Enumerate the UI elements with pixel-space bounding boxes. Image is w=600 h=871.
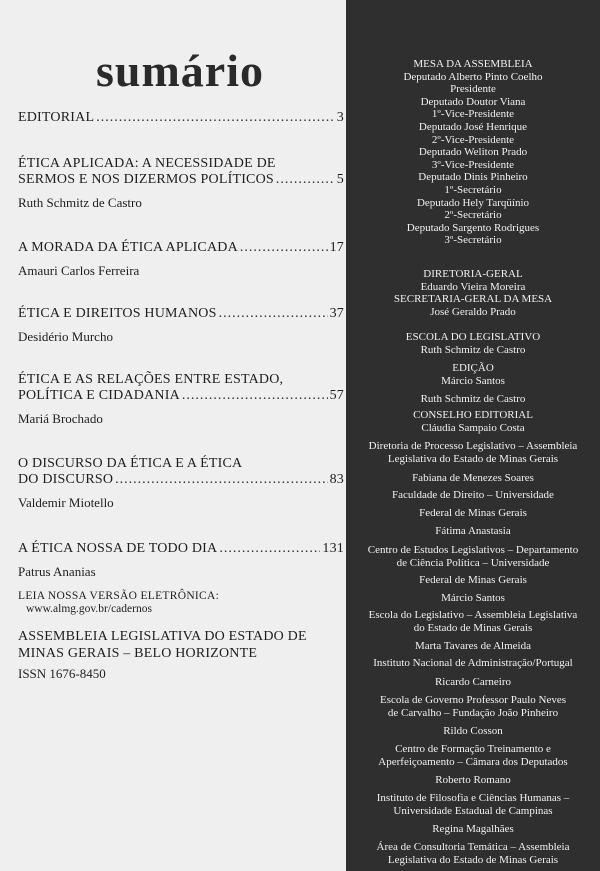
- credit-line: 3º-Vice-Presidente: [431, 158, 515, 171]
- toc-line: [18, 240, 344, 256]
- credit-line: Deputado Hely Tarqüínio: [416, 196, 530, 209]
- credit-line: Aperfeiçoamento – Câmara dos Deputados: [378, 755, 568, 768]
- credit-line: Márcio Santos: [441, 374, 505, 387]
- toc-entry-morada[interactable]: [18, 240, 344, 279]
- credit-heading: ESCOLA DO LEGISLATIVO: [405, 331, 541, 343]
- credit-line: do Estado de Minas Gerais: [413, 621, 533, 634]
- credit-line: Área de Consultoria Temática – Assembleia: [376, 841, 570, 853]
- leader-dots: [219, 306, 328, 322]
- toc-entry-todo-dia[interactable]: [18, 541, 344, 580]
- toc-title: A MORADA DA ÉTICA APLICADA: [18, 240, 238, 255]
- toc-author: Desidério Murcho: [18, 329, 113, 344]
- credit-line: Faculdade de Direito – Universidade: [392, 489, 554, 501]
- leader-dots: [276, 172, 335, 188]
- toc-title: DO DISCURSO: [18, 472, 114, 487]
- issn: ISSN 1676-8450: [18, 666, 106, 681]
- credit-line: Instituto de Filosofia e Ciências Humanas –: [376, 792, 570, 804]
- credit-line: Escola de Governo Professor Paulo Neves: [379, 694, 567, 706]
- toc-title: SERMOS E NOS DIZERMOS POLÍTICOS: [18, 172, 274, 187]
- leader-dots: [96, 110, 335, 126]
- credit-entry: [346, 574, 600, 587]
- toc-author: Valdemir Miotello: [18, 495, 114, 510]
- credit-line: Marta Tavares de Almeida: [414, 640, 531, 652]
- credit-line: Deputado Sargento Rodrigues: [406, 221, 540, 234]
- toc-title: ÉTICA APLICADA: A NECESSIDADE DE: [18, 156, 276, 171]
- toc-entry-discurso[interactable]: [18, 456, 344, 511]
- credit-line: Eduardo Vieira Moreira: [420, 280, 526, 293]
- toc-entry-estado-politica[interactable]: [18, 372, 344, 427]
- toc-author: Mariá Brochado: [18, 411, 103, 426]
- credits-panel: [346, 0, 600, 871]
- credit-entry: [346, 525, 600, 538]
- credit-line: Cláudia Sampaio Costa: [421, 421, 525, 434]
- credit-entry: [346, 440, 600, 465]
- electronic-label: LEIA NOSSA VERSÃO ELETRÔNICA:: [18, 590, 220, 602]
- toc-title: POLÍTICA E CIDADANIA: [18, 388, 180, 403]
- credit-entry: [346, 507, 600, 520]
- toc-author: Patrus Ananias: [18, 564, 96, 579]
- credit-line: Ruth Schmitz de Castro: [420, 343, 526, 356]
- credit-line: de Ciência Política – Universidade: [396, 556, 550, 569]
- toc-line: [18, 472, 344, 488]
- electronic-version: [18, 590, 344, 615]
- leader-dots: [240, 240, 328, 256]
- publisher-line: MINAS GERAIS – BELO HORIZONTE: [18, 646, 258, 661]
- credit-line: Márcio Santos: [441, 592, 505, 604]
- toc-author: Ruth Schmitz de Castro: [18, 195, 142, 210]
- toc-title: A ÉTICA NOSSA DE TODO DIA: [18, 541, 218, 556]
- credit-entry: [346, 472, 600, 485]
- toc-page-number: 37: [329, 306, 344, 321]
- toc-title: EDITORIAL: [18, 110, 95, 125]
- credits-conselho: [346, 409, 600, 434]
- publisher-line: ASSEMBLEIA LEGISLATIVA DO ESTADO DE: [18, 629, 307, 644]
- toc-page-number: 5: [336, 172, 344, 187]
- toc-line: [18, 541, 344, 557]
- toc-entry-direitos-humanos[interactable]: [18, 306, 344, 345]
- credit-entry: [346, 657, 600, 670]
- credit-heading: DIRETORIA-GERAL: [423, 268, 523, 280]
- credit-line: Ricardo Carneiro: [434, 676, 512, 688]
- credit-entry: [346, 792, 600, 817]
- credit-entry: [346, 823, 600, 836]
- toc-title: ÉTICA E AS RELAÇÕES ENTRE ESTADO,: [18, 372, 284, 387]
- credit-entry: [346, 640, 600, 653]
- credit-entry: [346, 774, 600, 787]
- toc-line: [18, 306, 344, 322]
- electronic-url[interactable]: www.almg.gov.br/cadernos: [26, 603, 152, 615]
- toc-entry-editorial[interactable]: [18, 110, 344, 126]
- credit-line: 2º-Secretário: [444, 209, 502, 222]
- credit-line: Deputado Weliton Prado: [418, 146, 528, 159]
- credit-entry: [346, 841, 600, 866]
- credit-line: Deputado Doutor Viana: [420, 95, 526, 108]
- credits-diretoria: [346, 268, 600, 318]
- credit-line: 1º-Secretário: [444, 183, 502, 196]
- credit-heading: EDIÇÃO: [452, 362, 494, 374]
- credit-line: Legislativa do Estado de Minas Gerais: [387, 452, 559, 465]
- toc-line: [18, 110, 344, 126]
- credit-line: Presidente: [450, 83, 496, 96]
- credit-entry: [346, 592, 600, 605]
- credit-line: Deputado José Henrique: [418, 120, 528, 133]
- toc-page-number: 83: [329, 472, 344, 487]
- credits-edicao: [346, 362, 600, 387]
- credit-line: Roberto Romano: [435, 774, 511, 786]
- credit-line: Instituto Nacional de Administração/Portugal: [373, 657, 573, 669]
- credit-entry: [346, 694, 600, 719]
- credit-heading: SECRETARIA-GERAL DA MESA: [393, 293, 553, 306]
- credit-line: Fabiana de Menezes Soares: [412, 472, 534, 484]
- credit-line: 2º-Vice-Presidente: [431, 133, 515, 146]
- credit-line: Centro de Formação Treinamento e: [395, 743, 551, 755]
- credit-line: Deputado Alberto Pinto Coelho: [403, 70, 543, 83]
- credit-line: de Carvalho – Fundação João Pinheiro: [387, 706, 559, 719]
- credit-line: Regina Magalhães: [432, 823, 514, 835]
- credit-line: Escola do Legislativo – Assembleia Legislativa: [368, 609, 578, 621]
- credit-line: Ruth Schmitz de Castro: [420, 393, 526, 405]
- credit-line: Centro de Estudos Legislativos – Departamento: [367, 544, 579, 556]
- credit-line: Universidade Estadual de Campinas: [393, 804, 553, 817]
- toc-author: Amauri Carlos Ferreira: [18, 263, 140, 278]
- credits-mesa: [346, 58, 600, 247]
- credit-line: Deputado Dinis Pinheiro: [418, 171, 528, 184]
- credits-edicao-2: [346, 393, 600, 406]
- toc-page-number: 3: [336, 110, 344, 125]
- credit-line: 3º-Secretário: [444, 234, 502, 247]
- credit-line: Federal de Minas Gerais: [419, 507, 527, 519]
- credit-entry: [346, 544, 600, 569]
- page-title: sumário: [96, 45, 264, 96]
- credit-line: Fátima Anastasia: [435, 525, 511, 537]
- leader-dots: [219, 541, 320, 557]
- credit-entry: [346, 609, 600, 634]
- toc-title: O DISCURSO DA ÉTICA E A ÉTICA: [18, 456, 243, 471]
- toc-page-number: 57: [329, 388, 344, 403]
- credit-entry: [346, 489, 600, 502]
- credit-entry: [346, 676, 600, 689]
- publisher-info: [18, 628, 344, 682]
- credits-escola: [346, 331, 600, 356]
- toc-line: [18, 456, 344, 472]
- leader-dots: [182, 388, 328, 404]
- toc-page-number: 131: [322, 541, 344, 556]
- credit-entry: [346, 743, 600, 768]
- toc-line: [18, 388, 344, 404]
- toc-title: ÉTICA E DIREITOS HUMANOS: [18, 306, 217, 321]
- toc-line: [18, 372, 344, 388]
- credit-line: Rildo Cosson: [443, 725, 503, 737]
- credit-entry: [346, 725, 600, 738]
- credit-heading: MESA DA ASSEMBLEIA: [413, 58, 533, 70]
- toc-entry-etica-aplicada[interactable]: [18, 156, 344, 211]
- credit-line: Legislativa do Estado de Minas Gerais: [387, 853, 559, 866]
- toc-line: [18, 156, 344, 172]
- toc-page-number: 17: [329, 240, 344, 255]
- leader-dots: [115, 472, 327, 488]
- credit-line: Diretoria de Processo Legislativo – Assembleia: [368, 440, 578, 452]
- credit-heading: CONSELHO EDITORIAL: [413, 409, 533, 421]
- credit-line: José Geraldo Prado: [430, 305, 516, 318]
- credit-line: Federal de Minas Gerais: [419, 574, 527, 586]
- credit-line: 1º-Vice-Presidente: [431, 108, 515, 121]
- toc-line: [18, 172, 344, 188]
